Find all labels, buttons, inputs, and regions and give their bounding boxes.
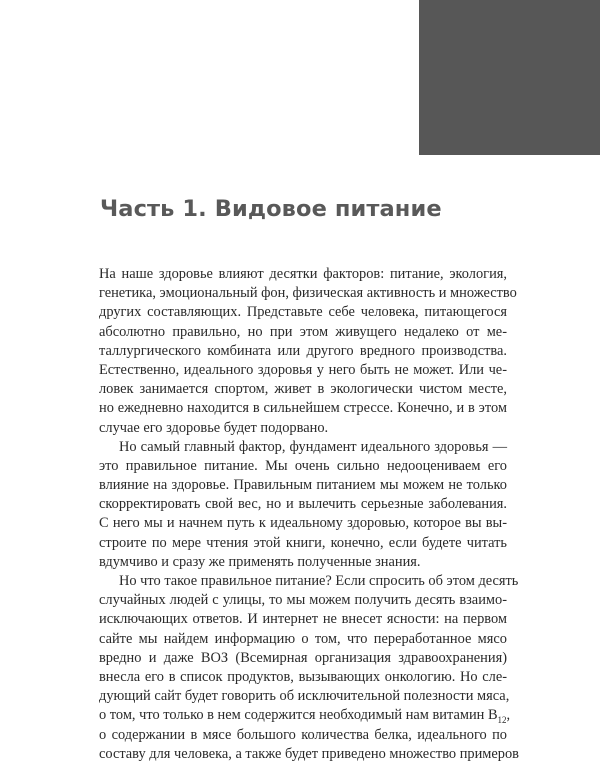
- text-line: исключающих ответов. И интернет не внесет ясности: на первом: [99, 611, 507, 628]
- text-line: На наше здоровье влияют десятки факторов: питание, экология,: [99, 266, 507, 282]
- text-line: Но самый главный фактор, фундамент идеального здоровья —: [119, 438, 507, 455]
- text-line: Но что такое правильное питание? Если спросить об этом десять: [119, 573, 519, 589]
- subscript: 12: [497, 715, 507, 726]
- text-line-with-subscript: [99, 706, 511, 726]
- text-line: вдумчиво и сразу же применять полученные знания.: [99, 553, 421, 570]
- text-line: Естественно, идеального здоровья у него быть не может. Или че-: [99, 361, 507, 378]
- text-line: генетика, эмоциональный фон, физическая активность и множество: [99, 285, 517, 302]
- text-line: сайте мы найдем информацию о том, что переработанное мясо: [99, 630, 507, 647]
- text-fragment: ,: [506, 707, 511, 724]
- text-line: составу для человека, а также будет приведено множество примеров: [99, 745, 519, 762]
- text-line: таллургического комбината или другого вредного производства.: [99, 342, 507, 359]
- text-line: С него мы и начнем путь к идеальному здоровью, которое вы вы-: [99, 515, 507, 532]
- text-line: других составляющих. Представьте себе человека, питающегося: [99, 304, 507, 321]
- text-line: случайных людей с улицы, то мы можем получить десять взаимо-: [99, 592, 507, 609]
- text-line: ловек занимается спортом, живет в экологически чистом месте,: [99, 381, 507, 398]
- text-line: это правильное питание. Мы очень сильно недооцениваем его: [99, 457, 507, 474]
- text-line: строите по мере чтения этой книги, конечно, если будете читать: [99, 534, 507, 551]
- body-text: [99, 265, 519, 764]
- text-line: внесла его в список продуктов, вызывающих онкологию. Но сле-: [99, 668, 507, 685]
- text-fragment: о том, что только в нем содержится необходимый нам витамин B: [99, 707, 498, 724]
- text-line: о содержании в мясе большого количества белка, идеального по: [99, 726, 507, 743]
- text-line: скорректировать свой вес, но и вылечить серьезные заболевания.: [99, 496, 507, 513]
- text-line: случае его здоровье будет подорвано.: [99, 419, 329, 436]
- text-line: но ежедневно находится в сильнейшем стрессе. Конечно, и в этом: [99, 400, 507, 417]
- text-line: влияние на здоровье. Правильным питанием мы можем не только: [99, 477, 507, 494]
- chapter-header-block: [419, 0, 600, 155]
- text-line: вредно и даже ВОЗ (Всемирная организация здравоохранения): [99, 649, 507, 666]
- text-line: абсолютно правильно, но при этом живущего недалеко от ме-: [99, 323, 507, 340]
- chapter-title: Часть 1. Видовое питание: [100, 196, 442, 222]
- text-line: дующий сайт будет говорить об исключительной полезности мяса,: [99, 688, 510, 705]
